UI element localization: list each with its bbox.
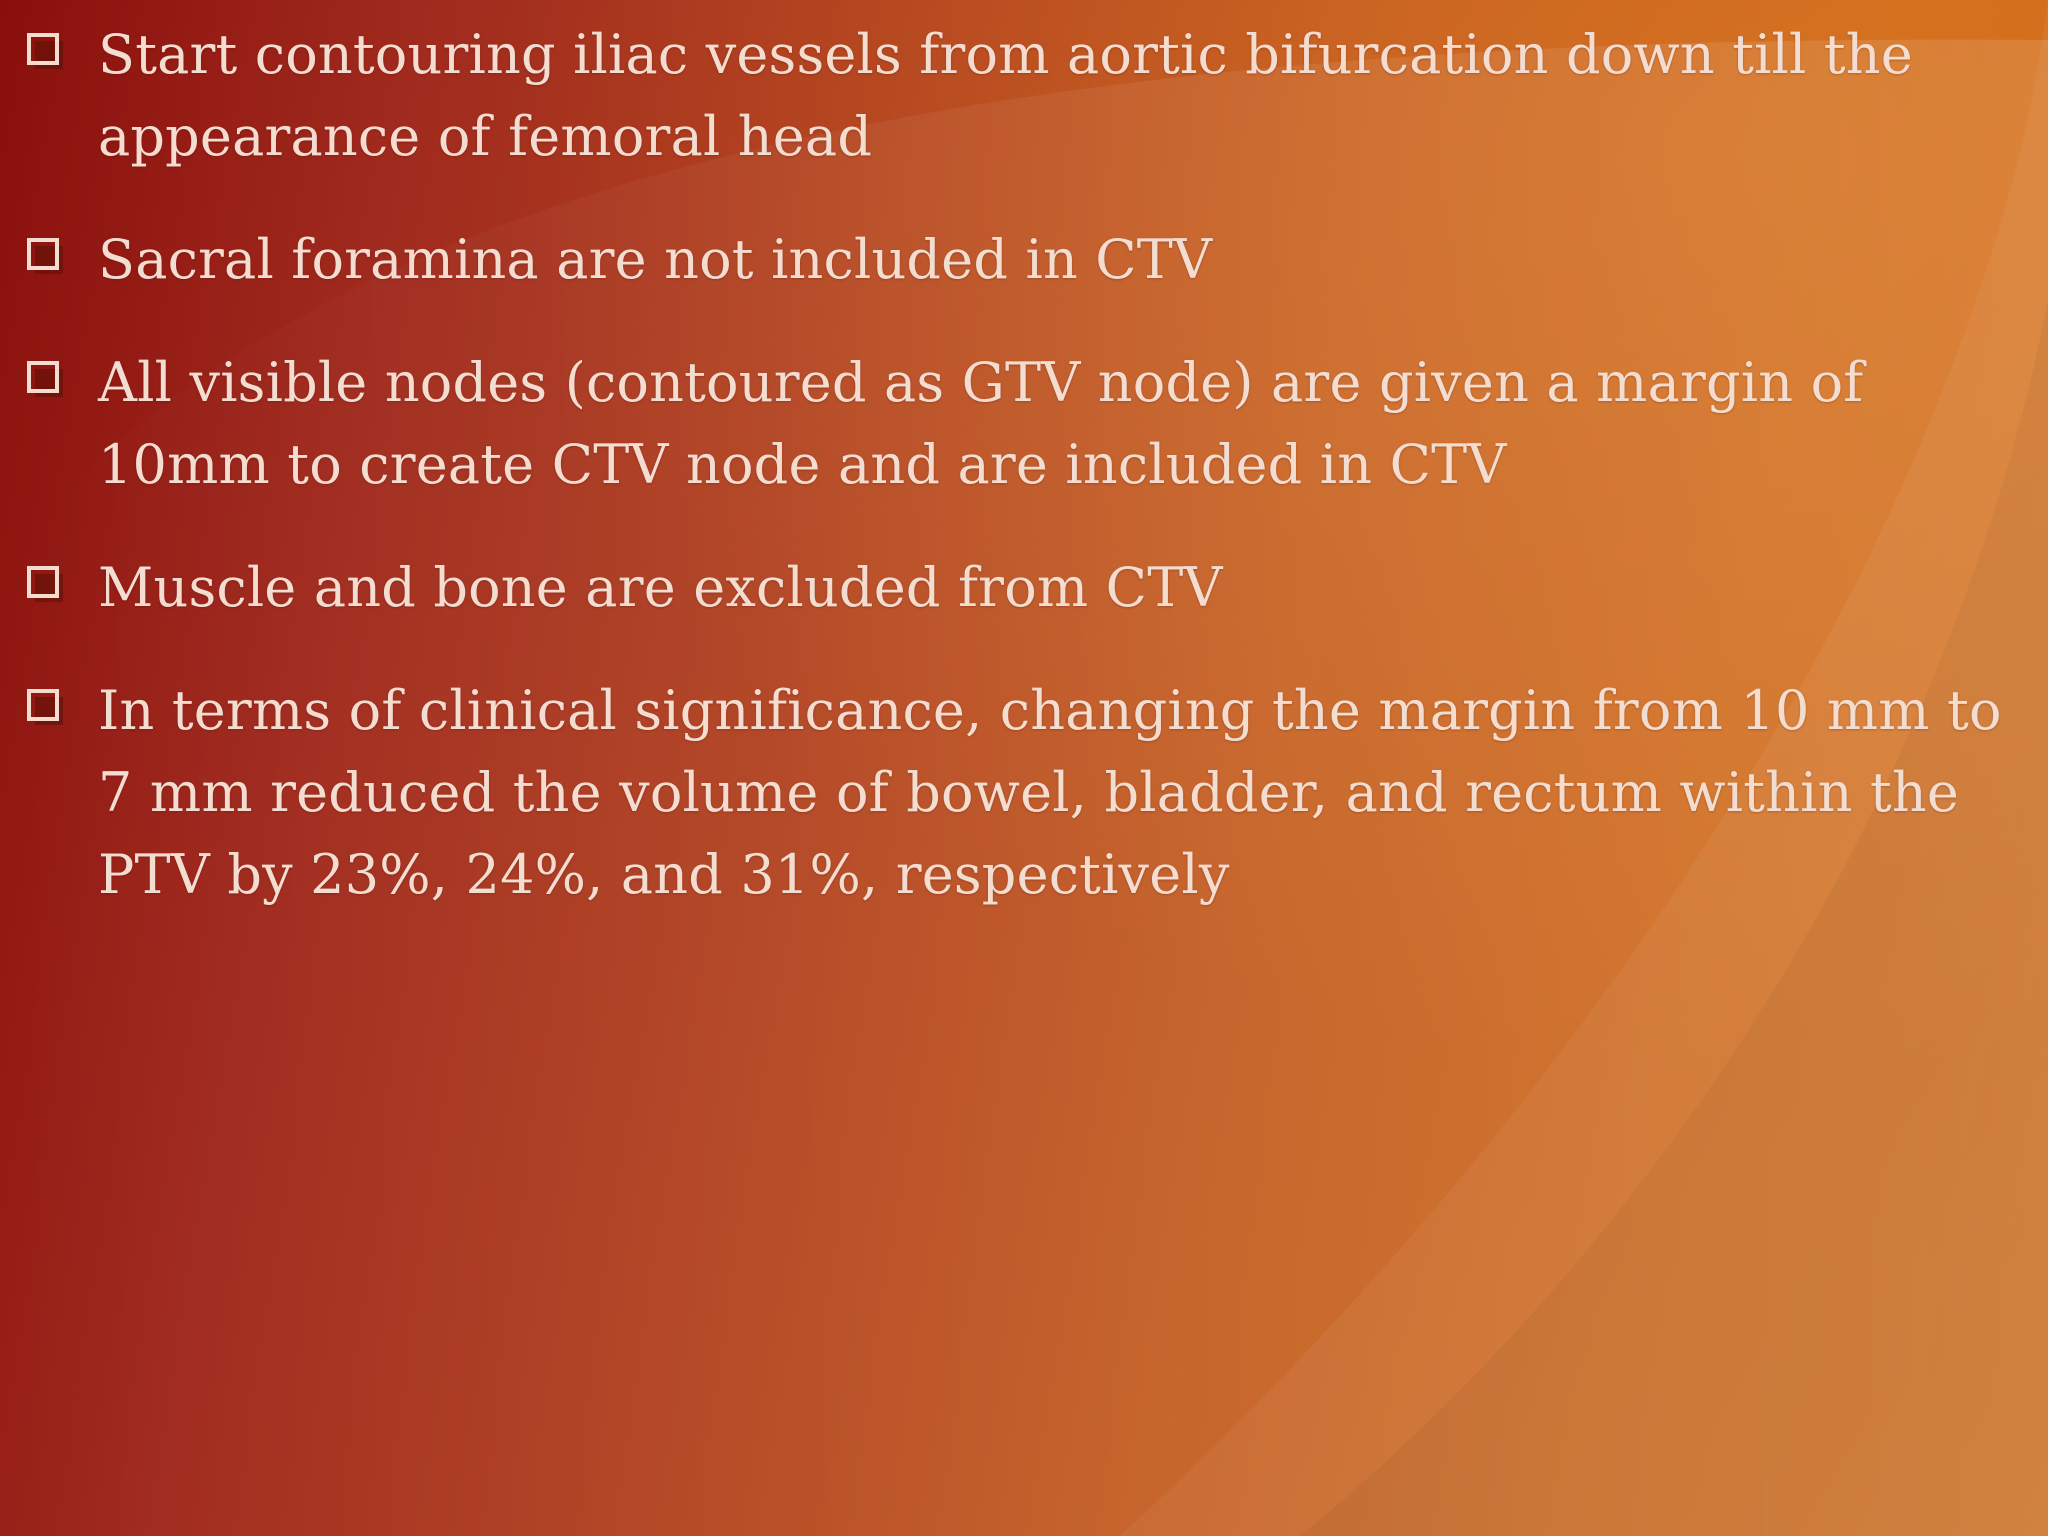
bullet-item <box>22 547 2022 629</box>
bullet-item <box>22 219 2022 301</box>
bullet-text: Start contouring iliac vessels from aortic bifurcation down till the appearance of femoral head <box>98 23 1913 168</box>
checkbox-square-icon <box>26 688 64 726</box>
bullet-list <box>22 14 2022 957</box>
bullet-text: All visible nodes (contoured as GTV node) are given a margin of 10mm to create CTV node and are included in CTV <box>98 351 1864 496</box>
bullet-text: Muscle and bone are excluded from CTV <box>98 556 1223 619</box>
checkbox-square-icon <box>26 565 64 603</box>
bullet-item <box>22 14 2022 178</box>
bullet-text: In terms of clinical significance, changing the margin from 10 mm to 7 mm reduced the volume of bowel, bladder, and rectum within the PTV by 23%, 24%, and 31%, respectively <box>98 679 2002 906</box>
bullet-text: Sacral foramina are not included in CTV <box>98 228 1213 291</box>
checkbox-square-icon <box>26 360 64 398</box>
checkbox-square-icon <box>26 237 64 275</box>
bullet-item <box>22 670 2022 916</box>
checkbox-square-icon <box>26 32 64 70</box>
bullet-item <box>22 342 2022 506</box>
